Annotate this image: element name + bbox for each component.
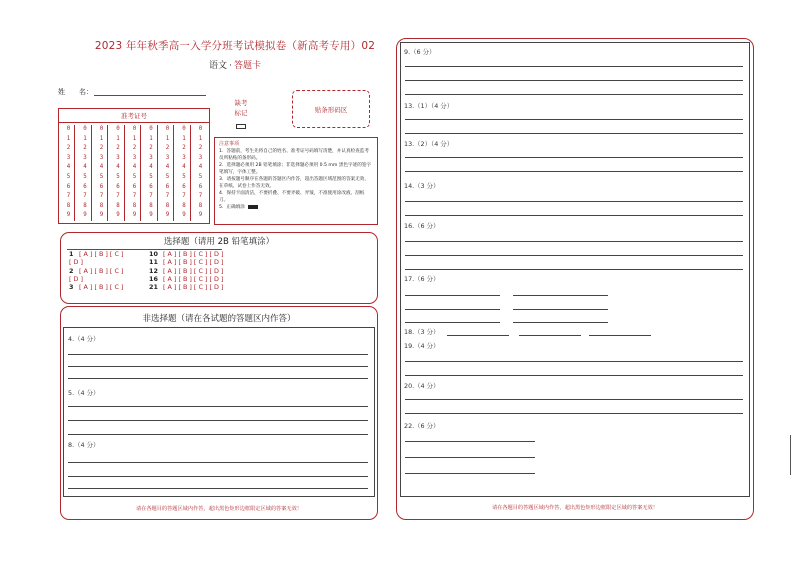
filled-example-icon [248, 205, 258, 209]
answer-line[interactable] [405, 80, 743, 81]
exam-id-digit[interactable]: 0 [165, 126, 170, 132]
exam-id-digit[interactable]: 2 [116, 145, 120, 152]
answer-line[interactable] [405, 399, 743, 400]
exam-id-digit[interactable]: 7 [149, 193, 153, 200]
notice-item: 2．选择题必须用 2B 铅笔填涂；非选择题必须用 0.5 mm 黑色字迹的签字笔填写，字体工整。 [219, 163, 371, 175]
mc-row[interactable] [69, 267, 149, 275]
exam-id-digit[interactable]: 2 [182, 145, 186, 152]
exam-id-digit[interactable]: 9 [198, 212, 203, 219]
exam-id-digit[interactable]: 0 [132, 126, 137, 132]
exam-id-digit[interactable]: 9 [66, 212, 71, 219]
question-number: 12 [149, 266, 158, 275]
exam-id-digit[interactable]: 4 [182, 164, 186, 171]
notice-heading: 注意事项 [219, 141, 240, 147]
exam-id-column [162, 125, 174, 221]
answer-line[interactable] [68, 476, 368, 477]
exam-id-digit[interactable]: 0 [66, 126, 71, 132]
answer-line[interactable] [68, 354, 368, 355]
question-number: 21 [149, 283, 158, 292]
question-number: 10 [149, 250, 158, 258]
answer-line[interactable] [68, 462, 368, 463]
missing-exam-checkbox[interactable] [236, 124, 246, 129]
answer-line[interactable] [405, 171, 743, 172]
exam-id-digit[interactable]: 3 [66, 154, 71, 161]
exam-id-digit[interactable]: 3 [99, 154, 104, 161]
notice-box [214, 137, 378, 225]
mc-row[interactable] [149, 250, 249, 258]
answer-line[interactable] [405, 457, 535, 458]
exam-id-digit[interactable]: 8 [165, 202, 170, 209]
mc-row[interactable] [149, 258, 249, 266]
exam-id-digit[interactable]: 6 [99, 183, 104, 190]
mc-row[interactable] [149, 267, 249, 275]
answer-line[interactable] [513, 322, 608, 323]
exam-id-digit[interactable]: 6 [149, 183, 153, 190]
exam-id-digit[interactable]: 6 [182, 183, 186, 190]
exam-id-column [80, 125, 92, 221]
mc-options[interactable]: [ A ] [ B ] [ C ] [ D ] [163, 250, 224, 258]
separator: · [229, 61, 232, 71]
exam-id-digit[interactable]: 1 [198, 135, 203, 142]
multiple-choice-title: 选择题（请用 2B 铅笔填涂） [163, 237, 275, 247]
exam-id-digit[interactable]: 8 [116, 202, 120, 209]
exam-id-digit[interactable]: 2 [99, 145, 104, 152]
exam-id-digit[interactable]: 8 [182, 202, 186, 209]
exam-id-digit[interactable]: 5 [83, 173, 87, 180]
question-label: 14.（3 分） [404, 182, 440, 190]
subject-label: 语文 [209, 61, 228, 71]
question-number: 3 [69, 283, 74, 292]
exam-id-digit[interactable]: 9 [83, 212, 87, 219]
answer-line[interactable] [405, 201, 743, 202]
question-number: 16 [149, 274, 158, 283]
answer-line[interactable] [513, 295, 608, 296]
exam-id-label: 准考证号 [59, 109, 209, 123]
answer-line[interactable] [405, 255, 743, 256]
answer-line[interactable] [68, 434, 368, 435]
exam-id-digit[interactable]: 2 [83, 145, 87, 152]
missing-label-line2: 标记 [234, 109, 248, 117]
exam-id-digit[interactable]: 3 [149, 154, 153, 161]
answer-line[interactable] [405, 309, 500, 310]
answer-line[interactable] [405, 295, 500, 296]
card-label: 答题卡 [233, 61, 261, 71]
mc-options[interactable]: [ A ] [ B ] [ C ] [ D ] [163, 283, 224, 292]
exam-id-digit[interactable]: 6 [132, 183, 137, 190]
exam-id-digit[interactable]: 3 [132, 154, 137, 161]
exam-id-digit[interactable]: 5 [132, 173, 137, 180]
exam-id-digit[interactable]: 0 [182, 126, 186, 132]
answer-line[interactable] [405, 157, 743, 158]
answer-line[interactable] [405, 119, 743, 120]
exam-id-digit[interactable]: 2 [149, 145, 153, 152]
mc-options[interactable]: [ A ] [ B ] [ C ] [79, 266, 124, 275]
exam-id-digit[interactable]: 7 [182, 193, 186, 200]
exam-id-digit[interactable]: 1 [132, 135, 137, 142]
answer-line[interactable] [68, 420, 368, 421]
answer-line[interactable] [447, 335, 509, 336]
exam-id-digit[interactable]: 9 [99, 212, 104, 219]
exam-id-digit[interactable]: 6 [116, 183, 120, 190]
exam-id-column [146, 125, 158, 221]
mc-options[interactable]: [ A ] [ B ] [ C ] [79, 283, 124, 292]
mc-row[interactable] [149, 275, 249, 283]
exam-id-column [96, 125, 108, 221]
mc-options[interactable]: [ A ] [ B ] [ C ] [ D ] [163, 258, 224, 267]
mc-row[interactable] [69, 275, 149, 283]
exam-id-digit[interactable]: 5 [165, 173, 170, 180]
non-choice-section [60, 306, 378, 520]
question-label: 13.（1）（4 分） [404, 102, 454, 110]
exam-id-digit[interactable]: 1 [165, 135, 170, 142]
exam-id-digit[interactable]: 5 [149, 173, 153, 180]
question-label: 4.（4 分） [68, 335, 100, 343]
notice-item: 3．请按题号顺序在各题的答题区内作答，超出答题区域范围的答案无效，在草纸、试卷上作答无效。 [219, 177, 369, 189]
exam-id-digit[interactable]: 0 [83, 126, 87, 132]
exam-id-digit[interactable]: 9 [132, 212, 137, 219]
question-label: 5.（4 分） [68, 389, 100, 397]
exam-id-grid [58, 108, 210, 224]
exam-id-digit[interactable]: 2 [132, 145, 137, 152]
exam-id-digit[interactable]: 1 [66, 135, 71, 142]
answer-line[interactable] [68, 378, 368, 379]
exam-id-digit[interactable]: 4 [99, 164, 104, 171]
barcode-area: 贴条形码区 [292, 90, 370, 128]
exam-id-digit[interactable]: 5 [99, 173, 104, 180]
footer-note-right: 请在各题目的答题区域内作答，超出黑色矩形边框限定区域的答案无效！ [491, 505, 658, 511]
exam-id-digit[interactable]: 5 [66, 173, 71, 180]
exam-id-digit[interactable]: 9 [149, 212, 153, 219]
answer-line[interactable] [68, 488, 368, 489]
exam-id-digit[interactable]: 2 [66, 145, 71, 152]
exam-id-digit[interactable]: 4 [198, 164, 203, 171]
exam-id-column [195, 125, 207, 221]
answer-line[interactable] [405, 413, 743, 414]
exam-id-column [63, 125, 75, 221]
notice-item: 4．保持卡面清洁，不要折叠、不要弄破、弄皱，不准使用涂改液、刮纸刀。 [219, 191, 365, 203]
question-label: 16.（6 分） [404, 222, 440, 230]
name-input-line[interactable] [94, 95, 206, 96]
answer-line[interactable] [405, 269, 743, 270]
answer-line[interactable] [405, 133, 743, 134]
exam-id-digit[interactable]: 5 [198, 173, 203, 180]
multiple-choice-section [60, 232, 378, 304]
non-choice-title: 非选择题（请在各试题的答题区内作答） [142, 314, 296, 324]
exam-id-digit[interactable]: 6 [83, 183, 87, 190]
exam-id-digit[interactable]: 1 [99, 135, 104, 142]
exam-id-digit[interactable]: 8 [198, 202, 203, 209]
exam-id-digit[interactable]: 1 [182, 135, 186, 142]
mc-row[interactable] [69, 283, 149, 291]
answer-line[interactable] [405, 241, 743, 242]
answer-line[interactable] [405, 473, 535, 474]
exam-id-digit[interactable]: 9 [165, 212, 170, 219]
name-label: 姓 名： [58, 88, 93, 96]
mc-options[interactable]: [ A ] [ B ] [ C ] [79, 250, 124, 258]
exam-id-column [129, 125, 141, 221]
answer-area-right [400, 42, 750, 497]
exam-id-digit[interactable]: 5 [182, 173, 186, 180]
footer-note: 请在各题目的答题区域内作答，超出黑色矩形边框限定区域的答案无效！ [135, 506, 302, 512]
answer-line[interactable] [405, 375, 743, 376]
answer-line[interactable] [405, 66, 743, 67]
notice-item: 1．答题前，考生先将自己的姓名、准考证号码填写清楚，并认真检查监考员所粘贴的条形码。 [219, 149, 369, 161]
exam-id-digit[interactable]: 7 [132, 193, 137, 200]
exam-id-columns [59, 123, 209, 224]
answer-line[interactable] [405, 361, 743, 362]
question-label: 8.（4 分） [68, 441, 100, 449]
mc-options[interactable]: [ A ] [ B ] [ C ] [ D ] [163, 266, 224, 275]
mc-options[interactable]: [ A ] [ B ] [ C ] [ D ] [163, 274, 224, 283]
exam-id-digit[interactable]: 1 [83, 135, 87, 142]
exam-id-digit[interactable]: 3 [165, 154, 170, 161]
exam-id-digit[interactable]: 6 [165, 183, 170, 190]
exam-id-digit[interactable]: 0 [99, 126, 104, 132]
mc-options[interactable]: [ D ] [69, 258, 83, 267]
exam-id-digit[interactable]: 5 [116, 173, 120, 180]
question-label: 18.（3 分） [404, 328, 440, 336]
exam-id-digit[interactable]: 1 [149, 135, 153, 142]
exam-id-digit[interactable]: 3 [182, 154, 186, 161]
exam-id-digit[interactable]: 4 [116, 164, 120, 171]
exam-id-digit[interactable]: 9 [116, 212, 120, 219]
question-number: 1 [69, 250, 74, 258]
answer-line[interactable] [68, 406, 368, 407]
question-label: 9.（6 分） [404, 48, 436, 56]
notice-item-fill [219, 204, 373, 211]
exam-id-digit[interactable]: 8 [99, 202, 104, 209]
exam-id-digit[interactable]: 0 [116, 126, 120, 132]
exam-id-digit[interactable]: 3 [198, 154, 203, 161]
exam-id-digit[interactable]: 0 [198, 126, 203, 132]
mc-left-group [69, 250, 149, 291]
question-label: 22.（6 分） [404, 422, 440, 430]
mc-options[interactable]: [ D ] [69, 274, 83, 283]
answer-line[interactable] [405, 441, 535, 442]
exam-id-column [113, 125, 125, 221]
exam-id-digit[interactable]: 4 [165, 164, 170, 171]
exam-id-digit[interactable]: 7 [165, 193, 170, 200]
exam-id-digit[interactable]: 9 [182, 212, 186, 219]
question-label: 17.（6 分） [404, 275, 440, 283]
question-number: 11 [149, 258, 158, 267]
missing-exam-label [228, 98, 254, 118]
exam-id-digit[interactable]: 3 [83, 154, 87, 161]
exam-id-digit[interactable]: 2 [165, 145, 170, 152]
missing-label-line1: 缺考 [234, 99, 248, 107]
exam-id-digit[interactable]: 7 [99, 193, 104, 200]
answer-line[interactable] [405, 322, 500, 323]
exam-id-digit[interactable]: 4 [83, 164, 87, 171]
scrollbar-edge[interactable] [790, 435, 791, 475]
mc-row[interactable] [149, 283, 249, 291]
mc-right-group [149, 250, 249, 291]
exam-id-digit[interactable]: 2 [198, 145, 203, 152]
answer-line[interactable] [68, 366, 368, 367]
exam-id-digit[interactable]: 7 [198, 193, 203, 200]
answer-line[interactable] [513, 309, 608, 310]
exam-id-digit[interactable]: 7 [116, 193, 120, 200]
page-title: 2023 年年秋季高一入学分班考试模拟卷（新高考专用）02 [94, 40, 376, 52]
answer-area-left [63, 327, 375, 497]
answer-line[interactable] [405, 215, 743, 216]
answer-line[interactable] [405, 94, 743, 95]
exam-id-digit[interactable]: 0 [149, 126, 153, 132]
question-number: 2 [69, 266, 74, 275]
exam-id-column [179, 125, 191, 221]
mc-row[interactable] [69, 250, 149, 258]
question-label: 19.（4 分） [404, 342, 440, 350]
question-label: 20.（4 分） [404, 382, 440, 390]
exam-id-digit[interactable]: 4 [66, 164, 71, 171]
exam-id-digit[interactable]: 1 [116, 135, 120, 142]
exam-id-digit[interactable]: 6 [66, 183, 71, 190]
exam-id-digit[interactable]: 7 [66, 193, 71, 200]
exam-id-digit[interactable]: 7 [83, 193, 87, 200]
exam-id-digit[interactable]: 8 [132, 202, 137, 209]
exam-id-digit[interactable]: 3 [116, 154, 120, 161]
mc-row[interactable] [69, 258, 149, 266]
exam-id-digit[interactable]: 8 [66, 202, 71, 209]
answer-line[interactable] [519, 335, 581, 336]
notice-item: 5．正确填涂 [219, 205, 245, 210]
exam-id-digit[interactable]: 6 [198, 183, 203, 190]
exam-id-digit[interactable]: 4 [149, 164, 153, 171]
exam-id-digit[interactable]: 8 [149, 202, 153, 209]
exam-id-digit[interactable]: 4 [132, 164, 137, 171]
question-label: 13.（2）（4 分） [404, 140, 454, 148]
exam-id-digit[interactable]: 8 [83, 202, 87, 209]
answer-line[interactable] [589, 335, 651, 336]
